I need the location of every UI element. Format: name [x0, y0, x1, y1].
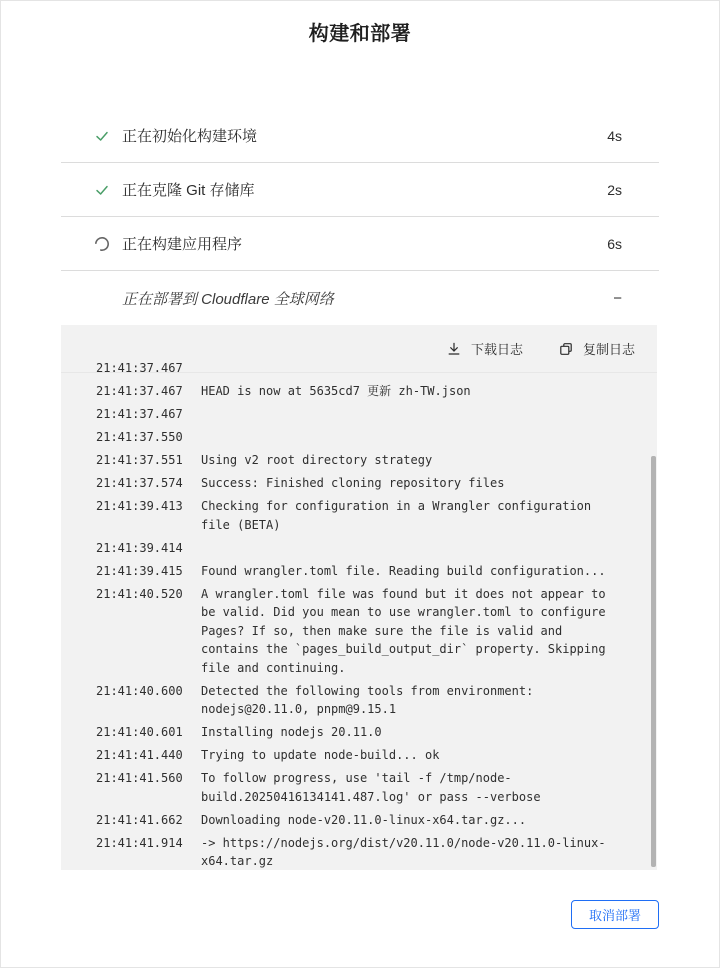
log-message — [201, 405, 613, 424]
log-lines — [61, 359, 657, 871]
log-message — [201, 428, 613, 447]
log-line — [96, 562, 657, 581]
log-timestamp: 21:41:37.467 — [96, 407, 183, 421]
log-timestamp: 21:41:39.413 — [96, 499, 183, 513]
log-timestamp: 21:41:37.550 — [96, 430, 183, 444]
step-label: 正在克隆 Git 存储库 — [122, 182, 255, 199]
step-label: 正在部署到 Cloudflare 全球网络 — [122, 290, 334, 308]
log-line — [96, 682, 657, 719]
log-message: Trying to update node-build... ok — [201, 748, 440, 762]
log-timestamp: 21:41:41.914 — [96, 835, 183, 850]
log-message — [201, 359, 613, 378]
copy-log-label: 复制日志 — [582, 342, 635, 357]
log-timestamp: 21:41:41.662 — [96, 812, 183, 827]
log-line — [96, 811, 657, 830]
log-line — [96, 497, 657, 534]
build-step-row[interactable] — [61, 163, 659, 217]
log-timestamp: 21:41:37.574 — [96, 476, 183, 490]
log-timestamp: 21:41:41.560 — [96, 771, 183, 785]
log-timestamp: 21:41:40.601 — [96, 725, 183, 739]
log-line — [96, 451, 657, 470]
step-label: 正在构建应用程序 — [122, 236, 243, 253]
log-message: Downloading node-v20.11.0-linux-x64.tar.gz... — [201, 812, 527, 827]
log-message: Installing nodejs 20.11.0 — [201, 725, 382, 739]
log-message: Detected the following tools from environment: nodejs@20.11.0, pnpm@9.15.1 — [201, 683, 541, 716]
log-line — [96, 382, 657, 401]
log-line — [96, 428, 657, 447]
copy-log-button[interactable] — [559, 339, 635, 358]
download-log-label: 下载日志 — [470, 342, 523, 357]
log-timestamp: 21:41:41.440 — [96, 748, 183, 762]
download-log-button[interactable] — [447, 339, 523, 358]
log-line — [96, 746, 657, 765]
log-timestamp: 21:41:37.467 — [96, 361, 183, 375]
log-message: Success: Finished cloning repository files — [201, 476, 505, 490]
step-duration: 4s — [607, 127, 622, 144]
log-message — [201, 539, 613, 558]
log-message: HEAD is now at 5635cd7 更新 zh-TW.json — [201, 384, 471, 398]
log-message: To follow progress, use 'tail -f /tmp/node-build.20250416134141.487.log' or pass --verbose — [201, 771, 541, 804]
build-steps — [61, 109, 659, 325]
scrollbar-thumb[interactable] — [651, 456, 656, 867]
cancel-deploy-button[interactable]: 取消部署 — [571, 900, 659, 929]
log-message: Using v2 root directory strategy — [201, 453, 433, 467]
check-icon — [94, 182, 110, 198]
build-step-row[interactable] — [61, 109, 659, 163]
log-line — [96, 834, 657, 871]
spinner-icon — [94, 236, 110, 252]
log-message: A wrangler.toml file was found but it does not appear to be valid. Did you mean to use wrangler.toml to configure Pages? If so, then make sure the file is valid and contains the `pages_build_output_dir` property. Skipping file and continuing. — [201, 586, 613, 675]
log-line — [96, 405, 657, 424]
page-title: 构建和部署 — [308, 23, 412, 45]
log-line — [96, 769, 657, 806]
log-timestamp: 21:41:37.551 — [96, 453, 183, 467]
log-timestamp: 21:41:39.414 — [96, 540, 183, 555]
log-message: Checking for configuration in a Wrangler configuration file (BETA) — [201, 499, 599, 532]
build-step-row[interactable] — [61, 217, 659, 271]
log-line — [96, 723, 657, 742]
dialog-footer — [61, 900, 659, 929]
log-line — [96, 539, 657, 558]
log-message: -> https://nodejs.org/dist/v20.11.0/node-v20.11.0-linux-x64.tar.gz — [201, 835, 606, 868]
log-timestamp: 21:41:39.415 — [96, 563, 183, 578]
log-line — [96, 585, 657, 678]
log-panel — [61, 325, 657, 870]
build-step-row[interactable] — [61, 271, 659, 325]
step-duration: 2s — [607, 181, 622, 198]
step-duration: 6s — [607, 235, 622, 252]
check-icon — [94, 128, 110, 144]
step-label: 正在初始化构建环境 — [122, 128, 258, 145]
collapse-icon[interactable]: − — [613, 289, 622, 307]
log-line — [96, 474, 657, 493]
log-timestamp: 21:41:37.467 — [96, 384, 183, 398]
log-timestamp: 21:41:40.520 — [96, 586, 183, 601]
copy-icon — [559, 342, 573, 356]
log-scroll-area[interactable] — [61, 359, 657, 870]
log-timestamp: 21:41:40.600 — [96, 683, 183, 698]
download-icon — [447, 342, 461, 356]
log-line — [96, 359, 657, 378]
log-message: Found wrangler.toml file. Reading build configuration... — [201, 563, 606, 578]
